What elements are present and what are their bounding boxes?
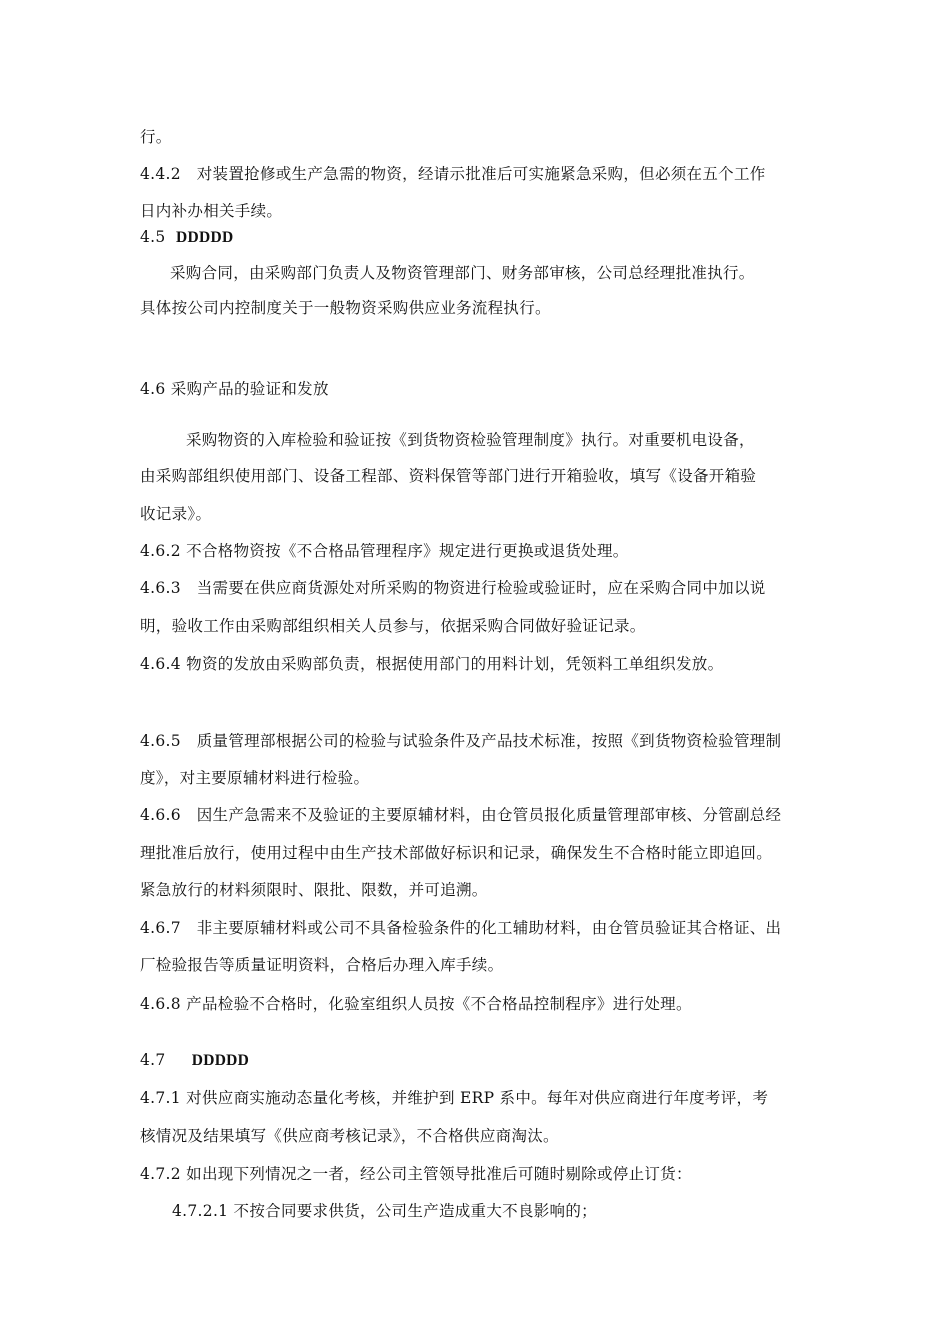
paragraph-line: 收记录》。 <box>140 505 212 523</box>
section-heading-4-7 <box>140 1049 820 1072</box>
section-heading-4-5 <box>140 226 820 249</box>
clause-4-6-6: 4.6.6 因生产急需来不及验证的主要原辅材料，由仓管员报化质量管理部审核、分管副总经 <box>140 806 782 824</box>
paragraph-line: 理批准后放行，使用过程中由生产技术部做好标识和记录，确保发生不合格时能立即追回。 <box>140 844 773 862</box>
paragraph-line: 紧急放行的材料须限时、限批、限数，并可追溯。 <box>140 881 488 899</box>
clause-4-4-2: 4.4.2 对装置抢修或生产急需的物资，经请示批准后可实施紧急采购，但必须在五个工作 <box>140 165 766 183</box>
clause-4-7-1: 4.7.1 对供应商实施动态量化考核，并维护到 ERP 系中。每年对供应商进行年度考评，考 <box>140 1089 769 1107</box>
section-title: DDDDD <box>176 229 234 246</box>
clause-4-6-3: 4.6.3 当需要在供应商货源处对所采购的物资进行检验或验证时，应在采购合同中加以说 <box>140 579 766 597</box>
paragraph-line: 采购合同，由采购部门负责人及物资管理部门、财务部审核，公司总经理批准执行。 <box>170 264 755 282</box>
paragraph-line: 采购物资的入库检验和验证按《到货物资检验管理制度》执行。对重要机电设备， <box>186 431 755 449</box>
text-line: 行。 <box>140 128 172 146</box>
clause-4-6-7: 4.6.7 非主要原辅材料或公司不具备检验条件的化工辅助材料，由仓管员验证其合格证、出 <box>140 919 782 937</box>
clause-4-7-2-1: 4.7.2.1 不按合同要求供货，公司生产造成重大不良影响的； <box>172 1202 597 1220</box>
section-number: 4.5 <box>140 228 166 246</box>
clause-4-6-2: 4.6.2 不合格物资按《不合格品管理程序》规定进行更换或退货处理。 <box>140 542 629 560</box>
paragraph-line: 由采购部组织使用部门、设备工程部、资料保管等部门进行开箱验收，填写《设备开箱验 <box>140 467 757 485</box>
section-heading-4-6: 4.6 采购产品的验证和发放 <box>140 380 329 398</box>
text-line: 日内补办相关手续。 <box>140 202 283 220</box>
section-number: 4.7 <box>140 1051 166 1069</box>
paragraph-line: 度》，对主要原辅材料进行检验。 <box>140 769 370 787</box>
clause-4-6-8: 4.6.8 产品检验不合格时，化验室组织人员按《不合格品控制程序》进行处理。 <box>140 995 692 1013</box>
clause-4-7-2: 4.7.2 如出现下列情况之一者，经公司主管领导批准后可随时剔除或停止订货： <box>140 1165 692 1183</box>
clause-4-6-5: 4.6.5 质量管理部根据公司的检验与试验条件及产品技术标准，按照《到货物资检验管理制 <box>140 732 782 750</box>
paragraph-line: 核情况及结果填写《供应商考核记录》，不合格供应商淘汰。 <box>140 1127 559 1145</box>
section-title: DDDDD <box>191 1052 250 1069</box>
paragraph-line: 明，验收工作由采购部组织相关人员参与，依据采购合同做好验证记录。 <box>140 617 646 635</box>
paragraph-line: 厂检验报告等质量证明资料，合格后办理入库手续。 <box>140 956 504 974</box>
paragraph-line: 具体按公司内控制度关于一般物资采购供应业务流程执行。 <box>140 299 551 317</box>
clause-4-6-4: 4.6.4 物资的发放由采购部负责，根据使用部门的用料计划，凭领料工单组织发放。 <box>140 655 724 673</box>
